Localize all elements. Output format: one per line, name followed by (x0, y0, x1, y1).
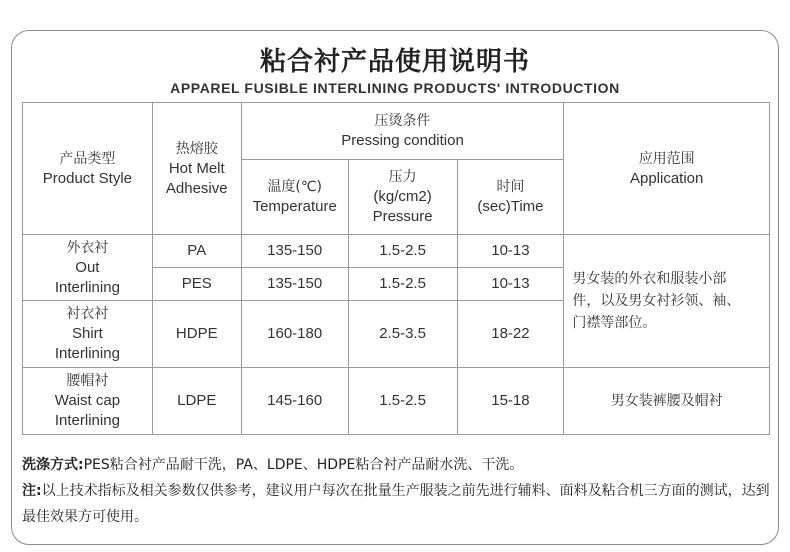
cell-temperature: 145-160 (241, 368, 348, 435)
note-label: 注: (22, 483, 42, 499)
cell-adhesive: PES (152, 268, 241, 301)
cell-time: 10-13 (457, 268, 564, 301)
cell-product-style: 腰帽衬 Waist cap Interlining (23, 368, 153, 435)
cell-adhesive: LDPE (152, 368, 241, 435)
wash-text: PES粘合衬产品耐干洗，PA、LDPE、HDPE粘合衬产品耐水洗、干洗。 (83, 457, 524, 473)
cell-adhesive: PA (152, 235, 241, 268)
wash-instructions (22, 452, 770, 478)
header-pressing-condition: 压烫条件 Pressing condition (241, 103, 564, 160)
cell-pressure: 2.5-3.5 (348, 301, 457, 368)
page-subtitle: APPAREL FUSIBLE INTERLINING PRODUCTS' INTRODUCTION (170, 80, 620, 96)
header-product-style: 产品类型 Product Style (23, 103, 153, 235)
header-temperature: 温度(℃) Temperature (241, 160, 348, 235)
cell-product-style: 外衣衬 Out Interlining (23, 235, 153, 301)
disclaimer-note (22, 478, 770, 530)
cell-pressure: 1.5-2.5 (348, 268, 457, 301)
page-title: 粘合衬产品使用说明书 (259, 47, 530, 77)
cell-temperature: 160-180 (241, 301, 348, 368)
cell-temperature: 135-150 (241, 268, 348, 301)
cell-pressure: 1.5-2.5 (348, 368, 457, 435)
cell-temperature: 135-150 (241, 235, 348, 268)
header-time: 时间 (sec)Time (457, 160, 564, 235)
header-application: 应用范围 Application (564, 103, 770, 235)
cell-pressure: 1.5-2.5 (348, 235, 457, 268)
cell-time: 15-18 (457, 368, 564, 435)
cell-adhesive: HDPE (152, 301, 241, 368)
table-row (23, 235, 770, 268)
wash-label: 洗涤方式: (22, 457, 84, 473)
cell-application: 男女装的外衣和服装小部件，以及男女衬衫领、袖、门襟等部位。 (564, 235, 770, 368)
spec-table (22, 102, 770, 435)
note-text: 以上技术指标及相关参数仅供参考，建议用户每次在批量生产服装之前先进行辅料、面料及粘合机三方面的测试，达到最佳效果方可使用。 (22, 483, 770, 525)
table-header-row (23, 103, 770, 160)
cell-application: 男女装裤腰及帽衬 (564, 368, 770, 435)
cell-product-style: 衬衣衬 Shirt Interlining (23, 301, 153, 368)
cell-time: 10-13 (457, 235, 564, 268)
header-adhesive: 热熔胶 Hot Melt Adhesive (152, 103, 241, 235)
notes-section (22, 452, 770, 530)
table-row (23, 368, 770, 435)
header-pressure: 压力 (kg/cm2) Pressure (348, 160, 457, 235)
cell-time: 18-22 (457, 301, 564, 368)
